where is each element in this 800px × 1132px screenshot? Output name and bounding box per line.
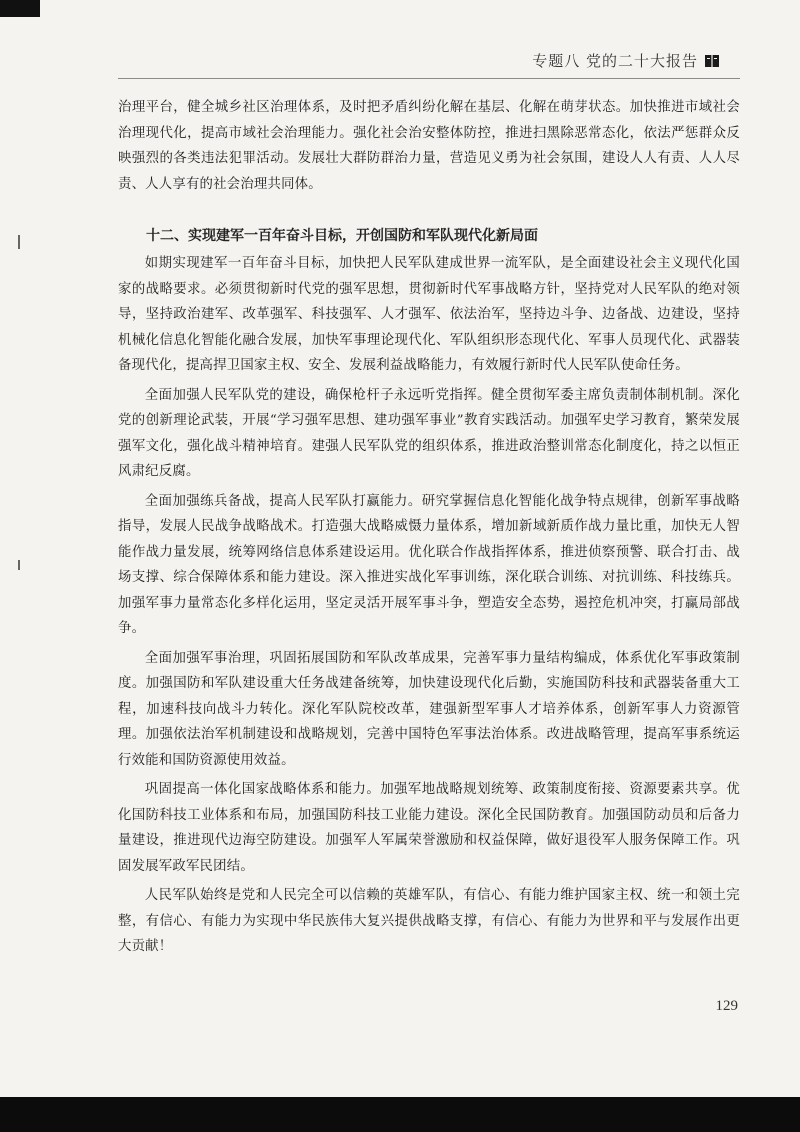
scan-margin-mark — [18, 235, 20, 249]
running-header — [532, 50, 720, 71]
paragraph: 巩固提高一体化国家战略体系和能力。加强军地战略规划统筹、政策制度衔接、资源要素共享。优化国防科技工业体系和布局，加强国防科技工业能力建设。深化全民国防教育。加强国防动员和后备力量建设，推进现代边海空防建设。加强军人军属荣誉激励和权益保障，做好退役军人服务保障工作。巩固发展军政军民团结。 — [118, 782, 740, 874]
page-number: 129 — [715, 998, 738, 1014]
paragraph: 如期实现建军一百年奋斗目标，加快把人民军队建成世界一流军队，是全面建设社会主义现代化国家的战略要求。必须贯彻新时代党的强军思想，贯彻新时代军事战略方针，坚持党对人民军队的绝对领导，坚持政治建军、改革强军、科技强军、人才强军、依法治军，坚持边斗争、边备战、边建设，坚持机械化信息化智能化融合发展，加快军事理论现代化、军队组织形态现代化、军事人员现代化、武器装备现代化，提高捍卫国家主权、安全、发展利益战略能力，有效履行新时代人民军队使命任务。 — [118, 256, 740, 373]
page-body — [118, 95, 740, 960]
paragraph: 人民军队始终是党和人民完全可以信赖的英雄军队，有信心、有能力维护国家主权、统一和领土完整，有信心、有能力为实现中华民族伟大复兴提供战略支撑，有信心、有能力为世界和平与发展作出更大贡献！ — [118, 888, 740, 954]
paragraph: 全面加强人民军队党的建设，确保枪杆子永远听党指挥。健全贯彻军委主席负责制体制机制。深化党的创新理论武装，开展“学习强军思想、建功强军事业”教育实践活动。加强军史学习教育，繁荣发展强军文化，强化战斗精神培育。建强人民军队党的组织体系，推进政治整训常态化制度化，持之以恒正风肃纪反腐。 — [118, 387, 740, 479]
scan-top-edge — [0, 0, 40, 17]
header-title: 专题八 党的二十大报告 — [532, 52, 698, 70]
section-heading: 十二、实现建军一百年奋斗目标，开创国防和军队现代化新局面 — [146, 228, 538, 244]
header-rule — [118, 78, 740, 79]
book-icon — [704, 53, 720, 69]
scan-margin-mark — [18, 560, 20, 570]
paragraph: 全面加强练兵备战，提高人民军队打赢能力。研究掌握信息化智能化战争特点规律，创新军事战略指导，发展人民战争战略战术。打造强大战略威慑力量体系，增加新域新质作战力量比重，加快无人智能作战力量发展，统筹网络信息体系建设运用。优化联合作战指挥体系，推进侦察预警、联合打击、战场支撑、综合保障体系和能力建设。深入推进实战化军事训练，深化联合训练、对抗训练、科技练兵。加强军事力量常态化多样化运用，坚定灵活开展军事斗争，塑造安全态势，遏控危机冲突，打赢局部战争。 — [118, 493, 740, 636]
scan-bottom-edge — [0, 1097, 800, 1132]
paragraph: 全面加强军事治理，巩固拓展国防和军队改革成果，完善军事力量结构编成，体系优化军事政策制度。加强国防和军队建设重大任务战建备统筹，加快建设现代化后勤，实施国防科技和武器装备重大工程，加速科技向战斗力转化。深化军队院校改革，建强新型军事人才培养体系，创新军事人力资源管理。加强依法治军机制建设和战略规划，完善中国特色军事法治体系。改进战略管理，提高军事系统运行效能和国防资源使用效益。 — [118, 650, 740, 768]
paragraph-continued: 治理平台，健全城乡社区治理体系，及时把矛盾纠纷化解在基层、化解在萌芽状态。加快推进市域社会治理现代化，提高市域社会治理能力。强化社会治安整体防控，推进扫黑除恶常态化，依法严惩群众反映强烈的各类违法犯罪活动。发展壮大群防群治力量，营造见义勇为社会氛围，建设人人有责、人人尽责、人人享有的社会治理共同体。 — [118, 100, 740, 192]
